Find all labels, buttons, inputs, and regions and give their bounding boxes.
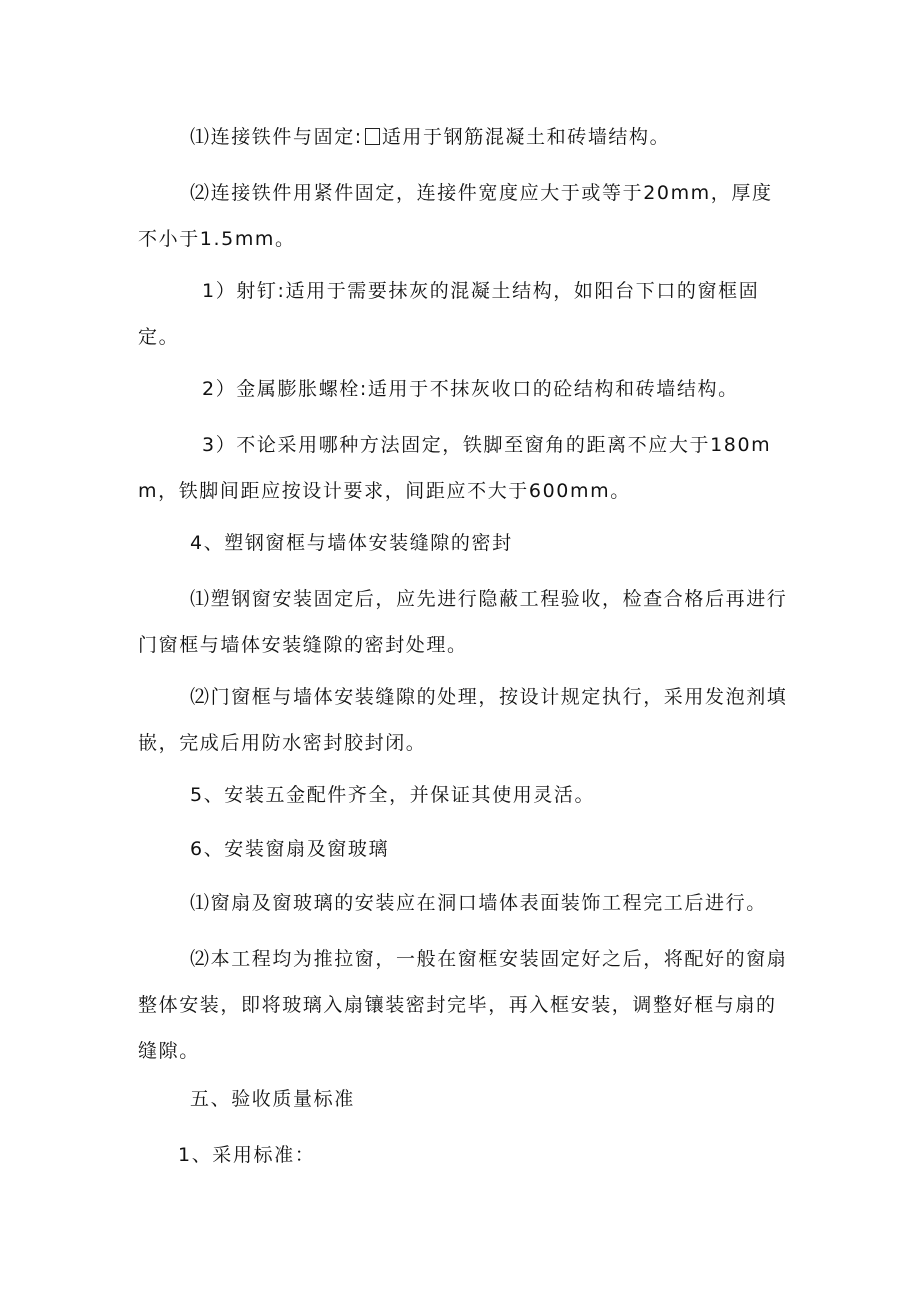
section-heading-sealing: 4、塑钢窗框与墙体安装缝隙的密封 — [190, 532, 513, 554]
paragraph-text: ⑴连接铁件与固定: — [190, 126, 363, 148]
checkbox-glyph-icon — [365, 128, 380, 145]
section-heading-sash-glass: 6、安装窗扇及窗玻璃 — [190, 838, 390, 860]
paragraph-iron-foot-spacing: 3）不论采用哪种方法固定，铁脚至窗角的距离不应大于180mm，铁脚间距应按设计要求，间距应不大于600mm。 — [138, 434, 772, 502]
paragraph-sliding-window: ⑵本工程均为推拉窗，一般在窗框安装固定好之后，将配好的窗扇整体安装，即将玻璃入扇镶装密封完毕，再入框安装，调整好框与扇的缝隙。 — [138, 948, 788, 1062]
paragraph-text: 适用于钢筋混凝土和砖墙结构。 — [381, 126, 671, 148]
paragraph-connection-fixing — [138, 114, 788, 160]
paragraph-hidden-acceptance: ⑴塑钢窗安装固定后，应先进行隐蔽工程验收，检查合格后再进行门窗框与墙体安装缝隙的密封处理。 — [138, 588, 788, 656]
paragraph-sash-install-timing: ⑴窗扇及窗玻璃的安装应在洞口墙体表面装饰工程完工后进行。 — [190, 892, 767, 914]
section-heading-hardware: 5、安装五金配件齐全，并保证其使用灵活。 — [190, 784, 596, 806]
paragraph-nail-fixing: 1）射钉:适用于需要抹灰的混凝土结构，如阳台下口的窗框固定。 — [138, 280, 760, 348]
paragraph-expansion-bolt: 2）金属膨胀螺栓:适用于不抹灰收口的砼结构和砖墙结构。 — [202, 378, 739, 400]
section-heading-adopted-standard: 1、采用标准： — [178, 1144, 316, 1166]
paragraph-gap-treatment: ⑵门窗框与墙体安装缝隙的处理，按设计规定执行，采用发泡剂填嵌，完成后用防水密封胶封闭。 — [138, 686, 788, 754]
paragraph-fastener-fixing: ⑵连接铁件用紧件固定，连接件宽度应大于或等于20mm，厚度不小于1.5mm。 — [138, 182, 773, 250]
section-heading-acceptance-standard: 五、验收质量标准 — [190, 1088, 355, 1110]
